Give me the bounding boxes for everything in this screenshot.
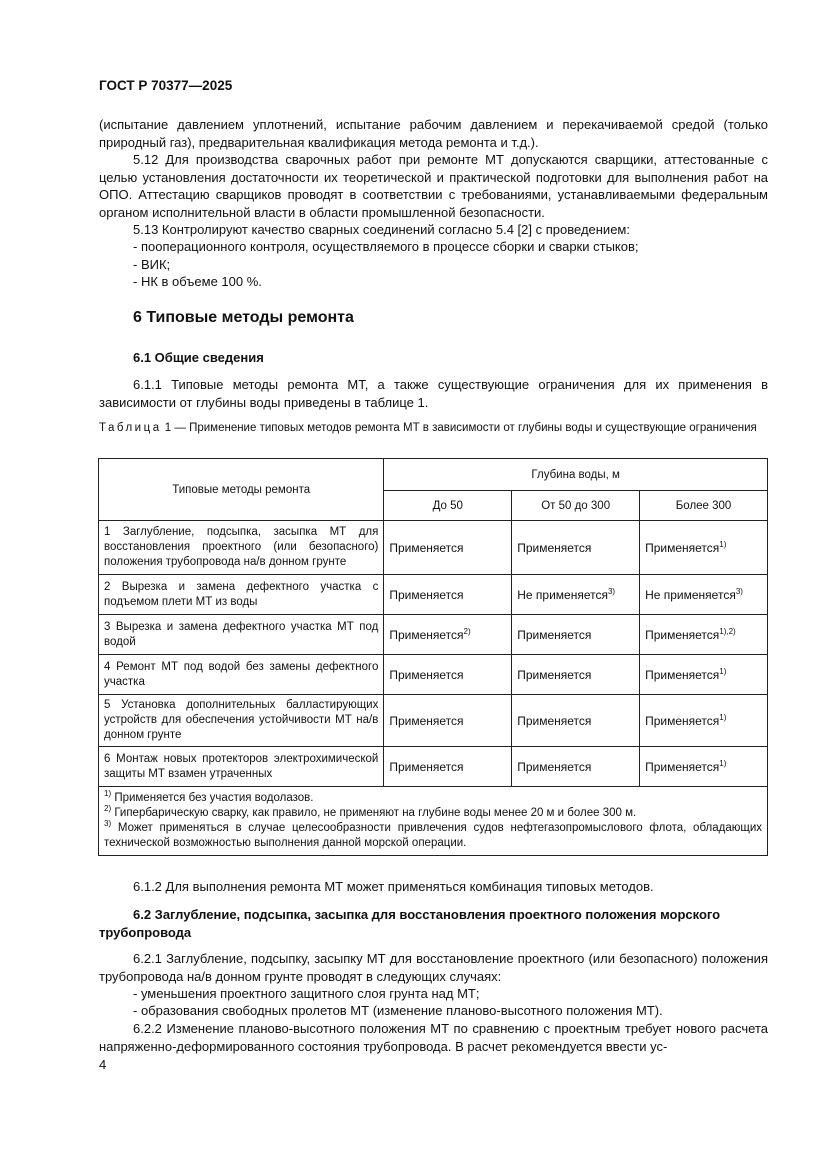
applicability-cell: Применяется$^{1)}$ — [640, 695, 768, 747]
applicability-cell: Применяется — [512, 521, 640, 575]
header-methods: Типовые методы ремонта — [99, 459, 384, 521]
table-row — [99, 695, 768, 747]
list-item: - образования свободных пролетов МТ (изменение планово-высотного положения МТ). — [133, 1003, 663, 1018]
applicability-cell: Применяется — [384, 695, 512, 747]
applicability-cell: Применяется — [512, 615, 640, 655]
table-row — [99, 521, 768, 575]
table-row — [99, 615, 768, 655]
section-6-heading: 6 Типовые методы ремонта — [133, 309, 354, 326]
header-depth-under-50: До 50 — [384, 491, 512, 521]
applicability-cell: Применяется$^{1)}$ — [640, 521, 768, 575]
table-caption — [99, 421, 768, 436]
table-row — [99, 747, 768, 787]
header-depth: Глубина воды, м — [384, 459, 768, 491]
table-body — [99, 521, 768, 787]
method-cell: 5 Установка дополнительных балластирующих устройств для обеспечения устойчивости МТ на/в донном грунте — [99, 695, 384, 747]
applicability-cell: Не применяется$^{3)}$ — [512, 575, 640, 615]
applicability-cell: Не применяется$^{3)}$ — [640, 575, 768, 615]
applicability-cell: Применяется — [384, 655, 512, 695]
method-cell: 3 Вырезка и замена дефектного участка МТ под водой — [99, 615, 384, 655]
section-6-1-heading: 6.1 Общие сведения — [133, 350, 264, 365]
note-3: $^{3)}$ Может применяться в случае целесообразности привлечения судов нефтегазопромыслового флота, обладающих технической возможностью выполнения данной морской операции. — [104, 819, 762, 849]
list-item: - уменьшения проектного защитного слоя грунта над МТ; — [133, 986, 480, 1001]
table-1 — [98, 458, 768, 856]
paragraph-6-2-1: 6.2.1 Заглубление, подсыпку, засыпку МТ для восстановление проектного (или безопасного) положения трубопровода на/в донном грунте проводят в следующих случаях: — [99, 951, 768, 984]
paragraph-5-13: 5.13 Контролируют качество сварных соединений согласно 5.4 [2] с проведением: — [133, 222, 630, 237]
applicability-cell: Применяется — [512, 655, 640, 695]
table-caption-label: Таблица — [99, 422, 162, 434]
list-item: - ВИК; — [133, 257, 171, 272]
note-1: $^{1)}$ Применяется без участия водолазов. — [104, 789, 314, 804]
table-notes — [99, 787, 768, 856]
table-caption-text: 1 — Применение типовых методов ремонта МТ в зависимости от глубины воды и существующие ограничения — [161, 422, 757, 434]
section-6-2-heading: 6.2 Заглубление, подсыпка, засыпка для восстановления проектного положения морского трубопровода — [99, 907, 721, 940]
page-number: 4 — [99, 1057, 107, 1072]
note-2: $^{2)}$ Гипербарическую сварку, как правило, не применяют на глубине воды менее 20 м и более 300 м. — [104, 804, 637, 819]
applicability-cell: Применяется — [512, 747, 640, 787]
paragraph-5-12: 5.12 Для производства сварочных работ при ремонте МТ допускаются сварщики, аттестованные с целью установления достаточности их теоретической и практической подготовки для выполнения работ на ОПО. Аттестацию сварщиков проводят в соответствии с требованиями, устанавливаемыми федеральным органом исполнительной власти в области промышленной безопасности. — [99, 152, 768, 220]
method-cell: 4 Ремонт МТ под водой без замены дефектного участка — [99, 655, 384, 695]
applicability-cell: Применяется$^{2)}$ — [384, 615, 512, 655]
paragraph-continuation: (испытание давлением уплотнений, испытание рабочим давлением и перекачиваемой средой (только природный газ), предварительная квалификация метода ремонта и т.д.). — [99, 117, 768, 150]
applicability-cell: Применяется — [512, 695, 640, 747]
paragraph-6-1-2: 6.1.2 Для выполнения ремонта МТ может применяться комбинация типовых методов. — [133, 879, 654, 894]
applicability-cell: Применяется — [384, 747, 512, 787]
header-depth-over-300: Более 300 — [640, 491, 768, 521]
applicability-cell: Применяется — [384, 521, 512, 575]
document-header: ГОСТ Р 70377—2025 — [99, 78, 233, 93]
header-depth-50-300: От 50 до 300 — [512, 491, 640, 521]
method-cell: 2 Вырезка и замена дефектного участка с подъемом плети МТ из воды — [99, 575, 384, 615]
paragraph-6-2-2: 6.2.2 Изменение планово-высотного положения МТ по сравнению с проектным требует нового расчета напряженно-деформированного состояния трубопровода. В расчет рекомендуется ввести ус- — [99, 1021, 768, 1054]
applicability-cell: Применяется$^{1)}$ — [640, 747, 768, 787]
table-row — [99, 575, 768, 615]
table-row — [99, 655, 768, 695]
applicability-cell: Применяется$^{1),2)}$ — [640, 615, 768, 655]
method-cell: 1 Заглубление, подсыпка, засыпка МТ для восстановления проектного (или безопасного) положения трубопровода на/в донном грунте — [99, 521, 384, 575]
paragraph-6-1-1: 6.1.1 Типовые методы ремонта МТ, а также существующие ограничения для их применения в зависимости от глубины воды приведены в таблице 1. — [99, 377, 768, 410]
list-item: - НК в объеме 100 %. — [133, 274, 262, 289]
method-cell: 6 Монтаж новых протекторов электрохимической защиты МТ взамен утраченных — [99, 747, 384, 787]
applicability-cell: Применяется — [384, 575, 512, 615]
applicability-cell: Применяется$^{1)}$ — [640, 655, 768, 695]
list-item: - пооперационного контроля, осуществляемого в процессе сборки и сварки стыков; — [133, 239, 639, 254]
